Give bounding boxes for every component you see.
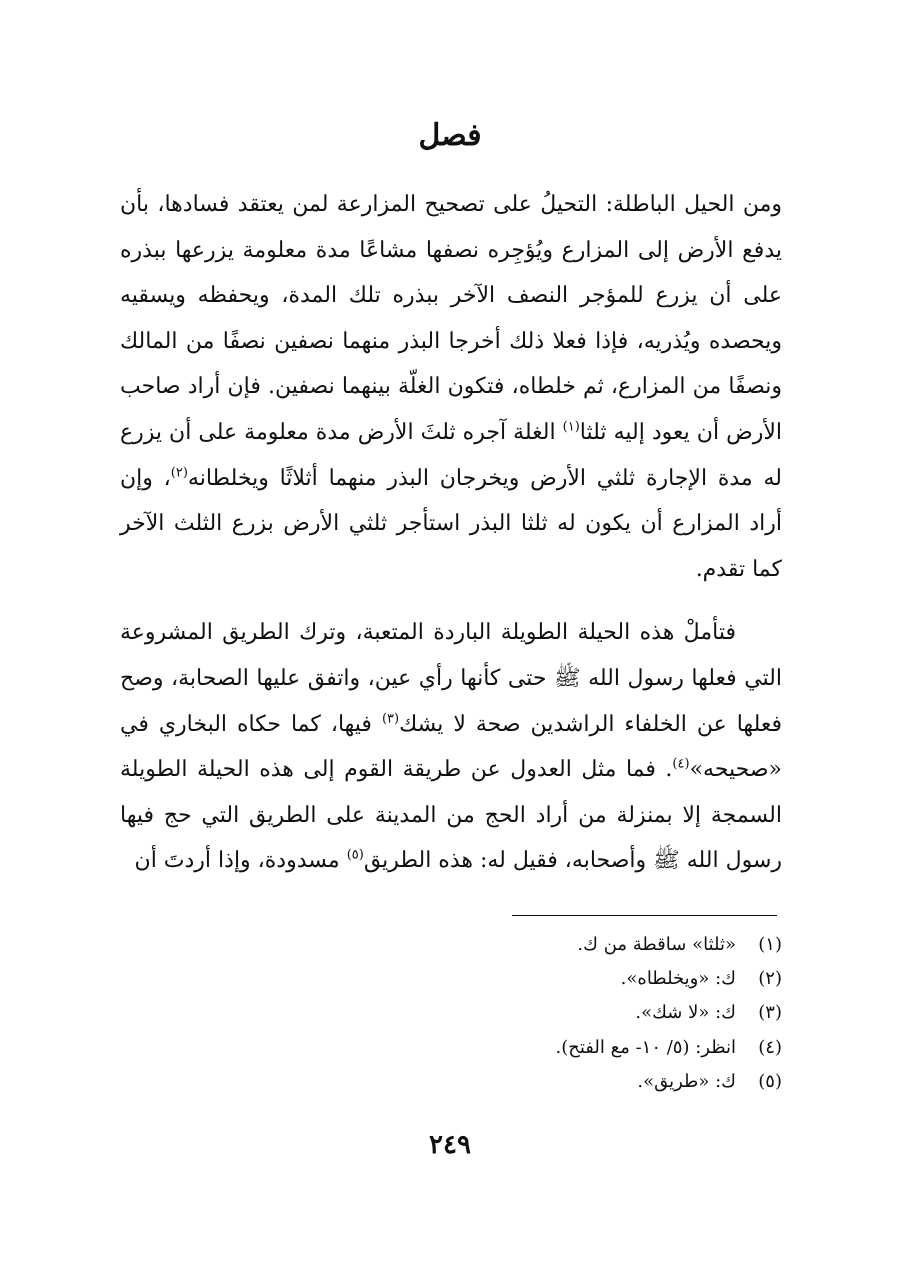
footnote-4 bbox=[120, 1031, 782, 1065]
footnote-ref-2[interactable]: (٢) bbox=[170, 465, 188, 481]
footnote-separator bbox=[512, 915, 777, 916]
footnote-2-text: ك: «ويخلطاه». bbox=[620, 968, 736, 990]
paragraph-2-part-1: فتأملْ هذه الحيلة الطويلة الباردة المتعبة، وترك الطريق المشروعة التي فعلها رسول الله ﷺ حتى كأنها رأي عين، واتفق عليها الصحابة، وصح فعلها عن الخلفاء الراشدين صحة لا يشك bbox=[120, 620, 782, 737]
footnote-1-number: (١) bbox=[758, 934, 782, 955]
footnote-4-number: (٤) bbox=[758, 1036, 782, 1058]
footnote-2-number: (٢) bbox=[758, 968, 782, 990]
paragraph-1-part-3: ، وإن أراد المزارع أن يكون له ثلثا البذر استأجر ثلثي الأرض بزرع الثلث الآخر كما تقدم. bbox=[120, 465, 782, 582]
footnote-ref-4[interactable]: (٤) bbox=[672, 756, 690, 772]
paragraph-1-part-1: ومن الحيل الباطلة: التحيلُ على تصحيح المزارعة لمن يعتقد فسادها، بأن يدفع الأرض إلى المزارع ويُؤجِره نصفها مشاعًا مدة معلومة يزرعها ببذره على أن يزرع للمؤجر النصف الآخر ببذره تلك المدة، ويحفظه ويسقيه ويحصده ويُذريه، فإذا فعلا ذلك أخرجا البذر منهما نصفين نصفًا من المالك ونصفًا من المزارع، ثم خلطاه، فتكون الغلّة بينهما نصفين. فإن أراد صاحب الأرض أن يعود إليه ثلثا bbox=[120, 192, 782, 445]
footnote-5-number: (٥) bbox=[758, 1070, 782, 1092]
main-text bbox=[120, 182, 782, 884]
footnote-2 bbox=[120, 962, 782, 996]
footnote-ref-5[interactable]: (٥) bbox=[346, 847, 364, 863]
footnote-1-text: «ثلثا» ساقطة من ك. bbox=[577, 934, 736, 955]
footnote-ref-3[interactable]: (٣) bbox=[381, 711, 400, 727]
paragraph-1-part-2: الغلة آجره ثلثَ الأرض مدة معلومة على أن يزرع له مدة الإجارة ثلثي الأرض ويخرجان البذر منهما أثلاثًا ويخلطانه bbox=[120, 419, 782, 491]
paragraph-2-part-4: مسدودة، وإذا أردتَ أن bbox=[134, 848, 340, 874]
footnote-1 bbox=[120, 928, 782, 962]
section-heading: فصل bbox=[418, 118, 482, 153]
footnote-5-text: ك: «طريق». bbox=[637, 1070, 736, 1092]
paragraph-1 bbox=[120, 182, 782, 592]
paragraph-2 bbox=[120, 610, 782, 884]
footnote-ref-1[interactable]: (١) bbox=[562, 419, 580, 435]
footnote-4-text: انظر: (٥/ ١٠- مع الفتح). bbox=[555, 1036, 736, 1058]
footnote-3-number: (٣) bbox=[758, 1002, 782, 1024]
page-number: ٢٤٩ bbox=[429, 1130, 471, 1160]
paragraph-2-part-2: فيها، كما حكاه البخاري في «صحيحه» bbox=[120, 711, 782, 783]
footnote-3-text: ك: «لا شك». bbox=[635, 1002, 736, 1024]
footnote-5 bbox=[120, 1065, 782, 1099]
paragraph-2-part-3: . فما مثل العدول عن طريقة القوم إلى هذه الحيلة الطويلة السمجة إلا بمنزلة من أراد الحج من المدينة على الطريق التي حج فيها رسول الله ﷺ وأصحابه، فقيل له: هذه الطريق bbox=[120, 757, 782, 874]
footnote-3 bbox=[120, 996, 782, 1030]
footnotes bbox=[120, 928, 782, 1099]
